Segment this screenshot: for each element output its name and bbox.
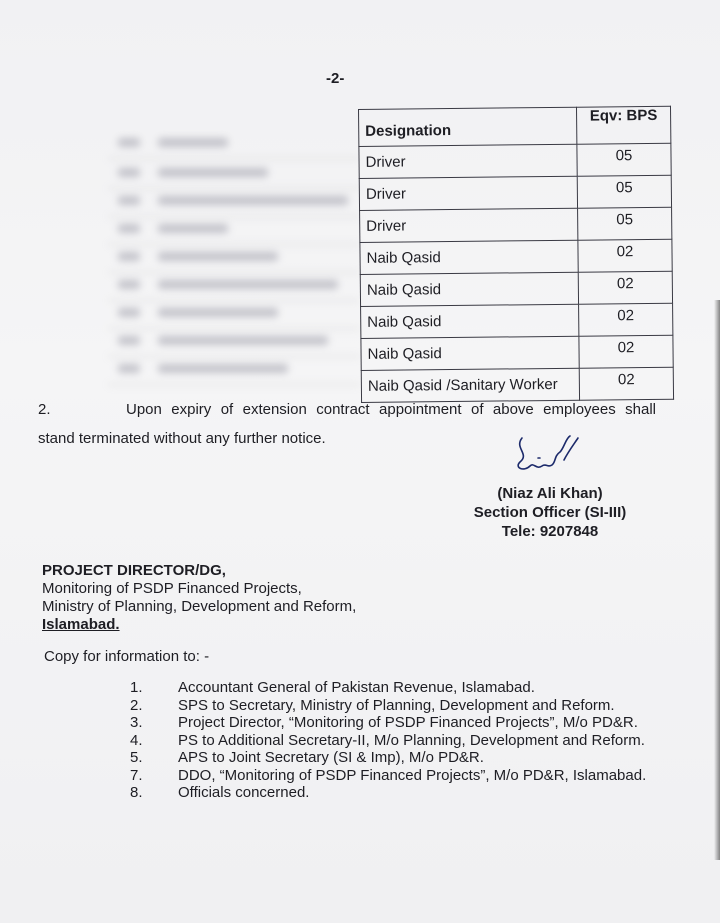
- designation-cell: Driver: [360, 208, 578, 242]
- bps-cell: 05: [577, 175, 671, 208]
- designation-cell: Naib Qasid: [361, 336, 579, 370]
- list-item-number: 1.: [130, 679, 143, 696]
- employee-table: [358, 106, 674, 403]
- list-item: [130, 714, 646, 732]
- list-item: [130, 767, 646, 785]
- designation-cell: Naib Qasid: [360, 240, 578, 274]
- list-item-number: 2.: [130, 696, 143, 714]
- copy-list: [130, 679, 646, 802]
- bps-cell: 02: [579, 303, 673, 336]
- table-header-row: [359, 106, 671, 146]
- redacted-columns: [108, 130, 360, 385]
- list-item-text: SPS to Secretary, Ministry of Planning, Development and Reform.: [178, 696, 615, 714]
- bps-cell: 02: [579, 335, 673, 368]
- paragraph-number: 2.: [38, 401, 51, 418]
- list-item: [130, 679, 646, 697]
- list-item-text: Officials concerned.: [178, 784, 310, 801]
- addressee-city: Islamabad.: [42, 616, 120, 633]
- designation-cell: Naib Qasid /Sanitary Worker: [361, 368, 579, 402]
- bps-cell: 05: [578, 207, 672, 240]
- list-item-text: Project Director, “Monitoring of PSDP Financed Projects”, M/o PD&R.: [178, 714, 638, 731]
- copy-label: Copy for information to: -: [44, 648, 210, 665]
- list-item-text: APS to Joint Secretary (SI & Imp), M/o PD&R.: [178, 749, 484, 766]
- bps-cell: 02: [578, 271, 672, 304]
- table-row: [359, 143, 671, 178]
- designation-cell: Driver: [359, 176, 577, 210]
- page-edge-shadow: [714, 300, 720, 860]
- table-row: [361, 335, 673, 370]
- signature-block: [460, 484, 640, 541]
- header-bps: Eqv: BPS: [576, 106, 670, 144]
- paragraph-line-1: Upon expiry of extension contract appointment of above employees shall: [126, 401, 656, 418]
- handwritten-signature: [508, 432, 588, 480]
- list-item: [130, 732, 646, 750]
- signatory-name: (Niaz Ali Khan): [497, 485, 603, 502]
- list-item: [130, 697, 646, 715]
- list-item-number: 7.: [130, 766, 143, 784]
- list-item-number: 8.: [130, 784, 143, 801]
- page-number: -2-: [326, 70, 345, 87]
- table-row: [359, 175, 671, 210]
- list-item-text: Accountant General of Pakistan Revenue, Islamabad.: [178, 679, 535, 696]
- table-row: [360, 239, 672, 274]
- paragraph-line-2: stand terminated without any further notice.: [38, 430, 326, 447]
- signatory-title: Section Officer (SI-III): [473, 504, 627, 521]
- signatory-phone: Tele: 9207848: [501, 523, 599, 540]
- list-item-number: 3.: [130, 714, 143, 731]
- table-row: [360, 207, 672, 242]
- designation-cell: Naib Qasid: [361, 304, 579, 338]
- list-item-number: 4.: [130, 731, 143, 749]
- addressee-block: [42, 562, 356, 634]
- bps-cell: 02: [579, 367, 673, 400]
- list-item-number: 5.: [130, 749, 143, 766]
- bps-cell: 02: [578, 239, 672, 272]
- header-designation: Designation: [359, 107, 577, 146]
- bps-cell: 05: [577, 143, 671, 176]
- designation-cell: Driver: [359, 144, 577, 178]
- list-item: [130, 749, 646, 767]
- addressee-line: Ministry of Planning, Development and Reform,: [42, 598, 357, 615]
- addressee-heading: PROJECT DIRECTOR/DG,: [42, 562, 226, 579]
- list-item: [130, 784, 646, 802]
- designation-cell: Naib Qasid: [360, 272, 578, 306]
- list-item-text: DDO, “Monitoring of PSDP Financed Projects”, M/o PD&R, Islamabad.: [178, 766, 647, 784]
- table-row: [360, 271, 672, 306]
- list-item-text: PS to Additional Secretary-II, M/o Planning, Development and Reform.: [178, 731, 645, 749]
- table-row: [361, 303, 673, 338]
- addressee-line: Monitoring of PSDP Financed Projects,: [42, 580, 302, 597]
